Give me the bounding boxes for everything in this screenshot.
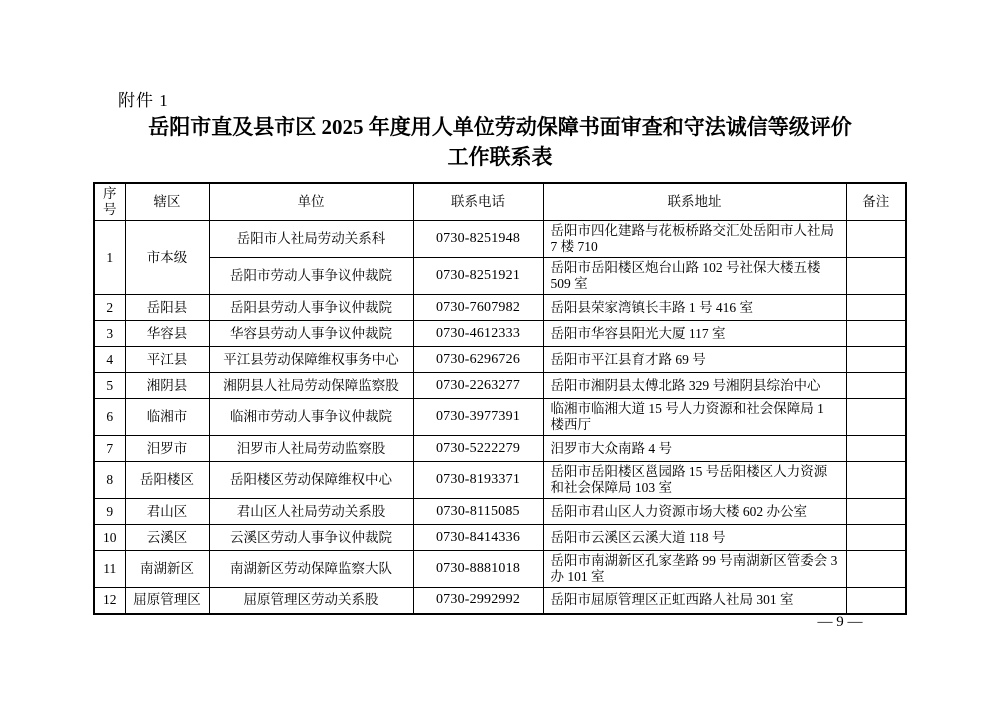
header-cell-0: 序号 [94,183,125,221]
cell-address: 汨罗市大众南路 4 号 [543,436,846,462]
table-row [94,347,906,373]
cell-no: 1 [94,221,125,295]
cell-district: 南湖新区 [125,551,209,588]
table-header-row [94,183,906,221]
cell-district: 平江县 [125,347,209,373]
header-cell-2: 单位 [209,183,413,221]
table-row [94,373,906,399]
cell-unit: 汨罗市人社局劳动监察股 [209,436,413,462]
cell-remark [846,399,906,436]
cell-unit: 君山区人社局劳动关系股 [209,499,413,525]
cell-remark [846,436,906,462]
cell-no: 7 [94,436,125,462]
cell-district: 君山区 [125,499,209,525]
cell-address: 岳阳市云溪区云溪大道 118 号 [543,525,846,551]
cell-phone: 0730-2263277 [413,373,543,399]
cell-remark [846,551,906,588]
cell-address: 岳阳市四化建路与花板桥路交汇处岳阳市人社局 7 楼 710 [543,221,846,258]
cell-phone: 0730-7607982 [413,295,543,321]
cell-unit: 南湖新区劳动保障监察大队 [209,551,413,588]
cell-phone: 0730-5222279 [413,436,543,462]
cell-address: 岳阳县荣家湾镇长丰路 1 号 416 室 [543,295,846,321]
cell-no: 6 [94,399,125,436]
table-row [94,588,906,614]
table-row [94,436,906,462]
cell-phone: 0730-8193371 [413,462,543,499]
cell-unit: 云溪区劳动人事争议仲裁院 [209,525,413,551]
cell-address: 岳阳市岳阳楼区邕园路 15 号岳阳楼区人力资源和社会保障局 103 室 [543,462,846,499]
table-row [94,462,906,499]
cell-no: 11 [94,551,125,588]
cell-address: 岳阳市平江县育才路 69 号 [543,347,846,373]
cell-address: 岳阳市君山区人力资源市场大楼 602 办公室 [543,499,846,525]
contact-table [93,182,907,615]
table-row [94,525,906,551]
table-row [94,221,906,258]
cell-phone: 0730-3977391 [413,399,543,436]
cell-district: 汨罗市 [125,436,209,462]
cell-no: 5 [94,373,125,399]
cell-district: 临湘市 [125,399,209,436]
cell-remark [846,525,906,551]
cell-district: 市本级 [125,221,209,295]
cell-remark [846,588,906,614]
cell-address: 岳阳市华容县阳光大厦 117 室 [543,321,846,347]
cell-district: 云溪区 [125,525,209,551]
cell-district: 华容县 [125,321,209,347]
cell-district: 湘阴县 [125,373,209,399]
page-title-line1: 岳阳市直及县市区 2025 年度用人单位劳动保障书面审查和守法诚信等级评价 [148,115,852,139]
cell-unit: 华容县劳动人事争议仲裁院 [209,321,413,347]
cell-remark [846,258,906,295]
header-cell-4: 联系地址 [543,183,846,221]
cell-remark [846,221,906,258]
cell-unit: 平江县劳动保障维权事务中心 [209,347,413,373]
cell-no: 12 [94,588,125,614]
cell-remark [846,373,906,399]
header-cell-1: 辖区 [125,183,209,221]
cell-unit: 湘阴县人社局劳动保障监察股 [209,373,413,399]
cell-remark [846,347,906,373]
cell-district: 岳阳县 [125,295,209,321]
cell-no: 4 [94,347,125,373]
cell-unit: 临湘市劳动人事争议仲裁院 [209,399,413,436]
page-title [0,112,1000,172]
table-row [94,321,906,347]
cell-phone: 0730-2992992 [413,588,543,614]
cell-address: 临湘市临湘大道 15 号人力资源和社会保障局 1 楼西厅 [543,399,846,436]
cell-remark [846,321,906,347]
cell-address: 岳阳市岳阳楼区炮台山路 102 号社保大楼五楼 509 室 [543,258,846,295]
cell-phone: 0730-4612333 [413,321,543,347]
header-cell-5: 备注 [846,183,906,221]
contact-table-body [94,221,906,614]
cell-remark [846,499,906,525]
page-number: — 9 — [817,614,863,630]
cell-address: 岳阳市湘阴县太傅北路 329 号湘阴县综治中心 [543,373,846,399]
cell-unit: 岳阳县劳动人事争议仲裁院 [209,295,413,321]
cell-address: 岳阳市屈原管理区正虹西路人社局 301 室 [543,588,846,614]
cell-remark [846,462,906,499]
cell-phone: 0730-8251948 [413,221,543,258]
cell-address: 岳阳市南湖新区孔家垄路 99 号南湖新区管委会 3 办 101 室 [543,551,846,588]
cell-unit: 岳阳市劳动人事争议仲裁院 [209,258,413,295]
cell-phone: 0730-8881018 [413,551,543,588]
cell-no: 10 [94,525,125,551]
cell-no: 3 [94,321,125,347]
cell-phone: 0730-8414336 [413,525,543,551]
cell-district: 岳阳楼区 [125,462,209,499]
cell-no: 8 [94,462,125,499]
table-row [94,295,906,321]
page-title-line2: 工作联系表 [447,145,553,169]
table-row [94,399,906,436]
header-cell-3: 联系电话 [413,183,543,221]
cell-phone: 0730-8115085 [413,499,543,525]
cell-unit: 岳阳楼区劳动保障维权中心 [209,462,413,499]
table-row [94,258,906,295]
table-row [94,499,906,525]
cell-district: 屈原管理区 [125,588,209,614]
attachment-label: 附件 1 [118,91,169,110]
cell-no: 9 [94,499,125,525]
cell-unit: 屈原管理区劳动关系股 [209,588,413,614]
cell-remark [846,295,906,321]
cell-unit: 岳阳市人社局劳动关系科 [209,221,413,258]
cell-no: 2 [94,295,125,321]
table-row [94,551,906,588]
cell-phone: 0730-8251921 [413,258,543,295]
cell-phone: 0730-6296726 [413,347,543,373]
